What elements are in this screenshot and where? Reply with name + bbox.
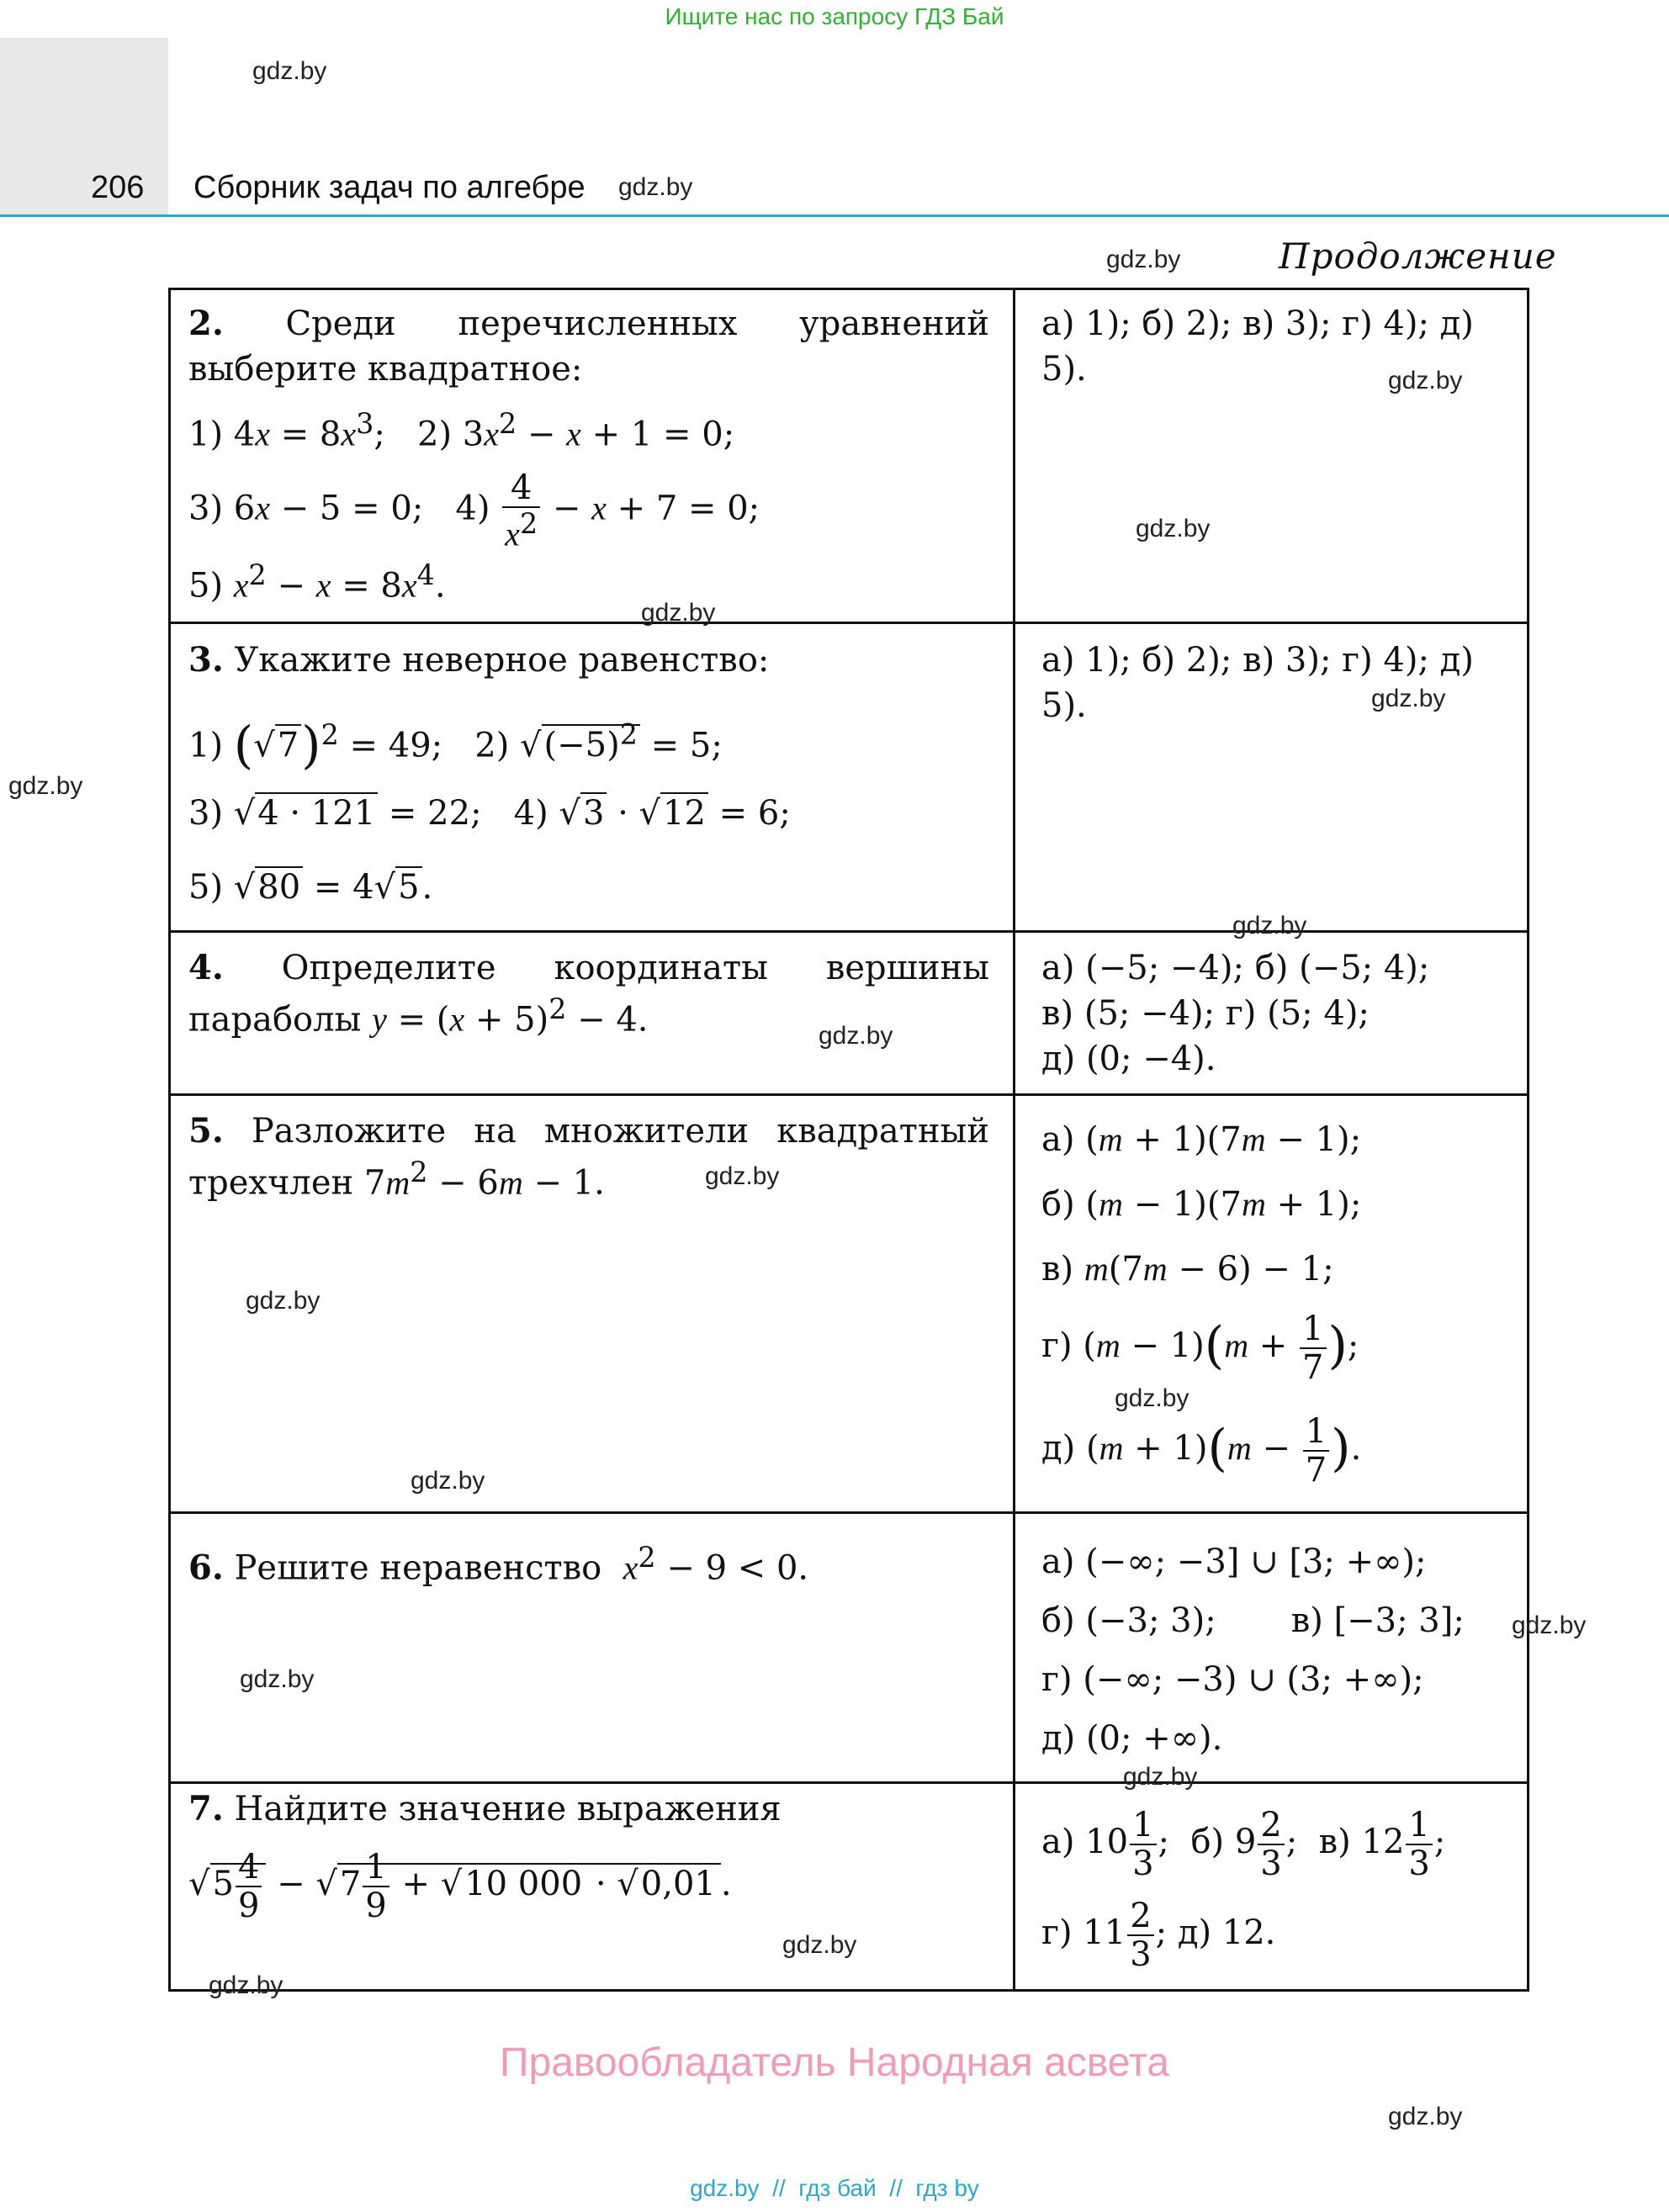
watermark: gdz.by — [705, 1162, 780, 1190]
answers-5-b: б) (m − 1)(7m + 1); — [1041, 1185, 1362, 1224]
watermark: gdz.by — [252, 57, 327, 85]
watermark: gdz.by — [618, 173, 693, 201]
watermark: gdz.by — [209, 1971, 283, 1999]
answers-2: а) 1); б) 2); в) 3); г) 4); д) 5). — [1041, 304, 1474, 389]
answers-6-b: б) (−3; 3); в) [−3; 3]; — [1041, 1601, 1465, 1640]
answers-7-line2: г) 11 $\frac{2}{3}$ ; д) 12. — [1041, 1897, 1276, 1974]
answers-4-line1: а) (−5; −4); б) (−5; 4); — [1041, 949, 1430, 987]
q3-options-line3: 5) √80 = 4√5. — [188, 868, 433, 907]
question-5: 5. Разложите на множители квадратный трехчлен $7m^2 - 6m - 1$. — [188, 1111, 989, 1203]
q7-expression: √5 $\frac{4}{9}$ − √7 $\frac{1}{9}$ + √10 000 · √0,01 . — [188, 1848, 732, 1925]
answers-5-c: в) m(7m − 6) − 1; — [1041, 1250, 1334, 1289]
answers-4-line2: в) (5; −4); г) (5; 4); — [1041, 994, 1370, 1033]
q3-options-line2: 3) √4 · 121 = 22; 4) √3 · √12 = 6; — [188, 794, 791, 833]
question-6: 6. Решите неравенство $x^2 - 9 < 0$. — [188, 1541, 809, 1588]
answers-4-line3: д) (0; −4). — [1041, 1040, 1216, 1078]
watermark: gdz.by — [1388, 367, 1463, 394]
watermark: gdz.by — [8, 772, 83, 800]
watermark: gdz.by — [819, 1022, 893, 1050]
watermark: gdz.by — [1115, 1384, 1189, 1412]
column-divider — [1013, 288, 1015, 1992]
continuation-label: Продолжение — [1279, 235, 1557, 277]
answers-7-line1: а) 10 $\frac{1}{3}$ ; б) 9 $\frac{2}{3}$ ; в) 12 $\frac{1}{3}$ ; — [1041, 1806, 1446, 1883]
question-4: 4. Определите координаты вершины параболы $y = (x + 5)^2 - 4$. — [188, 948, 989, 1040]
watermark: gdz.by — [411, 1467, 485, 1495]
answers-6-c: г) (−∞; −3) ∪ (3; +∞); — [1041, 1660, 1424, 1699]
watermark: gdz.by — [1136, 515, 1211, 542]
row-divider — [168, 1511, 1529, 1514]
row-divider — [168, 622, 1529, 624]
q3-options-line1: 1) $(√7)^2 = 49$; 2) $√(-5)^2 = 5$; — [188, 716, 723, 775]
watermark: gdz.by — [1232, 912, 1307, 939]
question-3: 3. Укажите неверное равенство: — [188, 640, 770, 680]
row-divider — [168, 1093, 1529, 1096]
answers-5-a: а) (m + 1)(7m − 1); — [1041, 1120, 1362, 1159]
answers-3: а) 1); б) 2); в) 3); г) 4); д) 5). — [1041, 641, 1474, 725]
watermark: gdz.by — [782, 1931, 857, 1959]
page-number: 206 — [91, 170, 145, 205]
watermark: gdz.by — [1371, 685, 1446, 712]
watermark: gdz.by — [240, 1665, 315, 1693]
footer-links[interactable]: gdz.by // гдз бай // гдз by — [690, 2175, 979, 2201]
watermark: gdz.by — [1388, 2103, 1463, 2130]
copyright-holder: Правообладатель Народная асвета — [500, 2040, 1169, 2085]
answers-5-d: г) (m − 1)(m + $\frac{1}{7}$ ); — [1041, 1310, 1359, 1387]
watermark: gdz.by — [1512, 1611, 1587, 1639]
q2-options-line1: 1) $4x = 8x^3$; 2) $3x^2 - x + 1 = 0$; — [188, 407, 735, 454]
q2-options-line3: 5) $x^2 - x = 8x^4$. — [188, 558, 446, 606]
answers-6-d: д) (0; +∞). — [1041, 1719, 1223, 1758]
question-7: 7. Найдите значение выражения — [188, 1789, 782, 1828]
watermark: gdz.by — [1106, 246, 1181, 273]
header-rule — [0, 214, 1669, 217]
watermark: gdz.by — [1123, 1763, 1198, 1791]
question-2: 2. Среди перечисленных уравнений выберите квадратное: — [188, 304, 989, 389]
row-divider — [168, 1781, 1529, 1784]
answers-6-a: а) (−∞; −3] ∪ [3; +∞); — [1041, 1543, 1427, 1581]
watermark: gdz.by — [246, 1287, 321, 1315]
watermark: gdz.by — [641, 599, 716, 627]
book-title: Сборник задач по алгебре — [193, 170, 585, 205]
top-banner: Ищите нас по запросу ГДЗ Бай — [665, 3, 1004, 29]
q2-options-line2: 3) 6x − 5 = 0; 4) $\frac{4}{x^2}$ − x + 7 = 0; — [188, 468, 760, 553]
row-divider — [168, 930, 1529, 933]
answers-5-e: д) (m + 1)(m − $\frac{1}{7}$ ). — [1041, 1412, 1362, 1490]
